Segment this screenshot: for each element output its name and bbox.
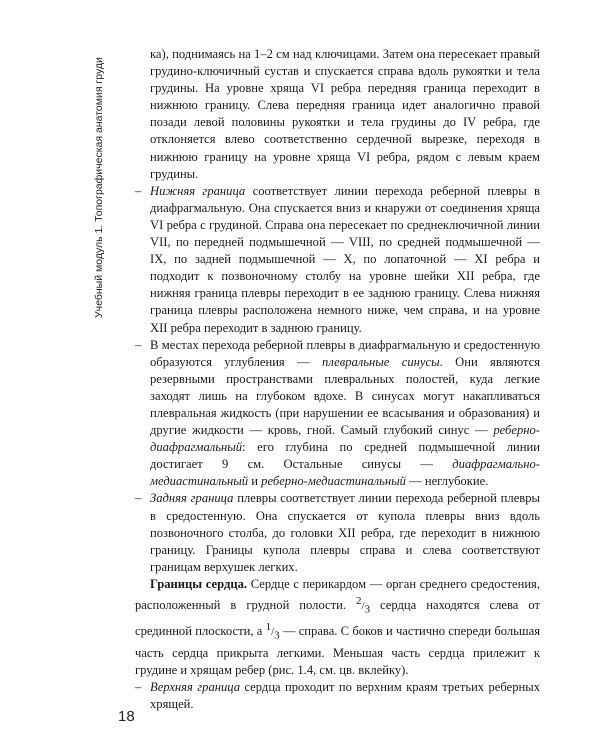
fraction-numerator: 1	[265, 620, 272, 633]
dash-bullet: –	[135, 183, 142, 198]
list-item-text: — неглубокие.	[405, 474, 489, 489]
list-item-text: плевры соответствует линии перехода реберной плевры в средостенную. Она спускается от купола плевры вниз вдоль позвоночного столба, до головки XII ребра, где переходит в нижнюю границу. Границы купола плевры справа и слева соответствуют границам верхушек легких.	[150, 491, 540, 574]
list-item-text: сердца проходит по верхним краям третьих реберных хрящей.	[150, 679, 540, 711]
list-item-text: : его глубина по средней подмышечной линии достигает 9 см. Остальные синусы —	[150, 440, 540, 472]
term-lower-border: Нижняя граница	[150, 183, 246, 198]
term-posterior-border: Задняя граница	[150, 491, 234, 506]
fraction-denominator: 3	[274, 629, 280, 642]
paragraph-text: — справа. С боков и частично спереди большая часть сердца прикрыта легкими. Меньшая часть сердца прилежит к грудине и хрящам ребер (рис. 1.4, см. цв. вклейку).	[135, 623, 540, 677]
fraction-numerator: 2	[356, 595, 362, 607]
list-item-upper-border	[135, 679, 540, 713]
paragraph-heart-borders	[135, 576, 540, 679]
term-upper-border: Верхняя граница	[150, 679, 241, 694]
term-costomediastinal: реберно-медиастинальный	[261, 474, 406, 489]
list-item-text: . Они являются резервными пространствами плевральных полостей, куда легкие заходят лишь на глубоком вдохе. В синусах могут накапливаться плевральная жидкость (при нарушении ее всасывания и образования) и другие жидкости — кровь, гной. Самый глубокий синус —	[150, 354, 540, 438]
dash-bullet: –	[135, 679, 142, 694]
page-number: 18	[118, 708, 135, 725]
term-pleural-sinuses: плевральные синусы	[322, 354, 440, 369]
fraction-denominator: 3	[364, 603, 371, 616]
term-diaphragmatic-mediastinal: диафрагмально-медиастинальный	[150, 457, 540, 489]
dash-bullet: –	[135, 491, 142, 506]
dash-bullet: –	[135, 337, 142, 352]
paragraph-continuation: ка), поднимаясь на 1–2 см над ключицами. Затем она пересекает правый грудино-ключичный сустав и спускается справа вдоль рукоятки и тела грудины. На уровне хряща VI ребра передняя граница переходит в нижнюю границу. Слева передняя граница идет аналогично правой позади левой половины рукоятки и тела грудины до IV ребра, где отклоняется влево соответственно сердечной вырезке, переходя в нижнюю границу на уровне хряща VI ребра, рядом с левым краем грудины.	[150, 47, 540, 181]
paragraph-text: сердца находятся слева от срединной плоскости, а	[135, 598, 540, 638]
list-item-text: В местах перехода реберной плевры в диафрагмальную и средостенную образуются углубления —	[150, 337, 540, 369]
paragraph-text: Сердце с перикардом — орган среднего средостения, расположенный в грудной полости.	[135, 576, 540, 613]
page-body	[135, 46, 540, 713]
fraction-slash: /	[271, 625, 275, 638]
list-item-text: и	[248, 474, 262, 489]
list-item-posterior-border	[135, 490, 540, 575]
term-costodiaphragmatic: реберно-диафрагмальный	[150, 423, 540, 455]
fraction-slash: /	[361, 600, 365, 613]
list-item-text: соответствует линии перехода реберной плевры в диафрагмальную. Она спускается вниз и кнаружи от соединения хряща VI ребра с грудиной. Справа она пересекает по среднеключичной линии VII, по передней подмышечной — VIII, по средней подмышечной — IX, по задней подмышечной — X, по лопаточной — XI ребра и подходит к позвоночному столбу на уровне шейки XII ребра, где нижняя граница плевры переходит в ее заднюю границу. Слева нижняя граница плевры расположена немного ниже, чем справа, и на уровне XII ребра переходит в заднюю границу.	[150, 183, 540, 335]
list-item-pleural-sinuses	[135, 337, 540, 491]
section-heading: Границы сердца.	[150, 576, 248, 591]
list-item-lower-border	[135, 183, 540, 337]
running-head: Учебный модуль 1. Топографическая анатомия груди	[93, 57, 105, 318]
